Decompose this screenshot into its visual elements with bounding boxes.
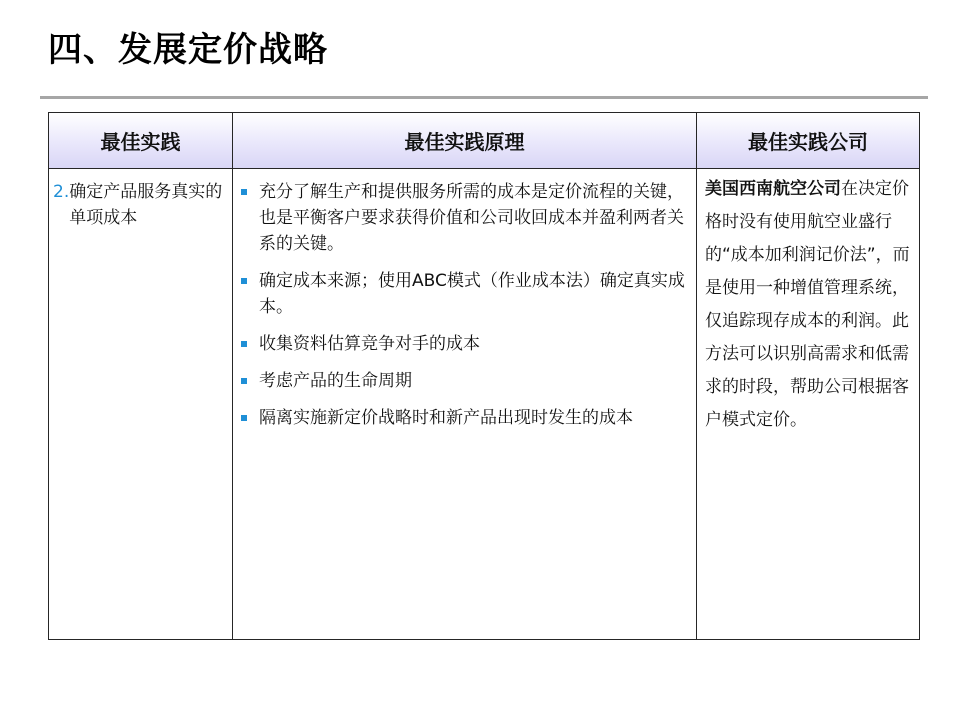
principle-text: 隔离实施新定价战略时和新产品出现时发生的成本	[259, 408, 633, 428]
principle-item	[241, 405, 690, 431]
principle-text: 考虑产品的生命周期	[259, 371, 412, 391]
principle-text: 充分了解生产和提供服务所需的成本是定价流程的关键，也是平衡客户要求获得价值和公司收回成本并盈利两者关系的关键。	[259, 182, 684, 254]
principle-item	[241, 268, 690, 320]
square-bullet-icon	[241, 189, 247, 195]
practice-number: 2.	[53, 182, 70, 202]
header-best-practice: 最佳实践	[49, 113, 233, 169]
square-bullet-icon	[241, 278, 247, 284]
square-bullet-icon	[241, 415, 247, 421]
header-company: 最佳实践公司	[697, 113, 919, 169]
principle-text: 收集资料估算竞争对手的成本	[259, 334, 480, 354]
slide-title: 四、发展定价战略	[48, 30, 328, 70]
principle-item	[241, 331, 690, 357]
principle-text: 确定成本来源；使用ABC模式（作业成本法）确定真实成本。	[259, 271, 685, 317]
title-divider	[40, 96, 928, 99]
practice-cell	[49, 169, 233, 639]
company-cell	[697, 169, 919, 639]
square-bullet-icon	[241, 378, 247, 384]
header-principle: 最佳实践原理	[233, 113, 697, 169]
principle-item	[241, 179, 690, 257]
practice-item	[53, 179, 226, 231]
principle-cell	[233, 169, 697, 639]
principle-item	[241, 368, 690, 394]
company-name: 美国西南航空公司	[705, 179, 841, 199]
square-bullet-icon	[241, 341, 247, 347]
practice-text: 确定产品服务真实的单项成本	[69, 182, 223, 228]
company-description: 在决定价格时没有使用航空业盛行的“成本加利润记价法”，而是使用一种增值管理系统，仅追踪现存成本的利润。此方法可以识别高需求和低需求的时段，帮助公司根据客户模式定价。	[705, 179, 910, 430]
best-practice-table	[48, 112, 920, 640]
